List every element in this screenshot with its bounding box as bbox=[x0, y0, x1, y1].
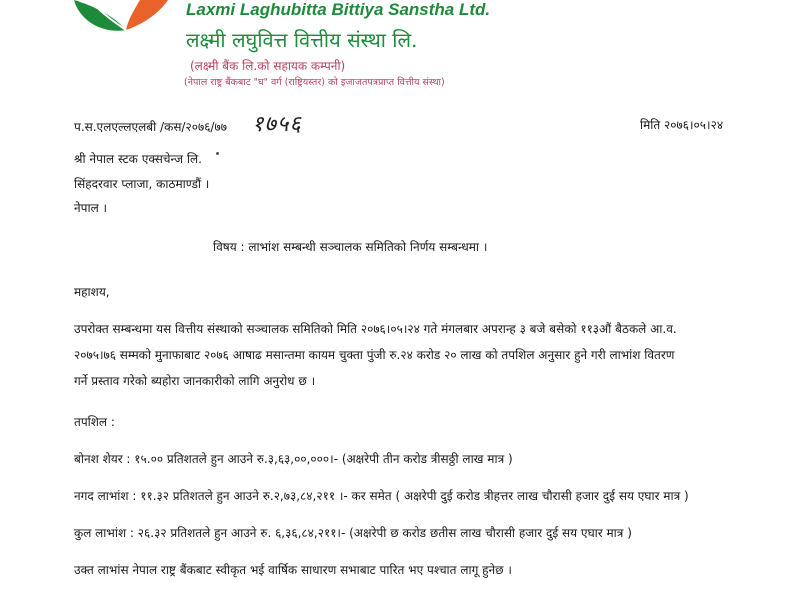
org-name-english: Laxmi Laghubitta Bittiya Sanstha Ltd. bbox=[186, 0, 491, 19]
stray-mark bbox=[216, 152, 219, 155]
recipient-line-3: नेपाल । bbox=[74, 201, 108, 215]
body-line: २०७५।७६ सम्मको मुनाफाबाट २०७६ आषाढ मसान्तमा कायम चुक्ता पुंजी रु.२४ करोड २० लाख को तपशिल अनुसार हुने गरी लाभांश वितरण bbox=[74, 348, 675, 362]
org-name-nepali: लक्ष्मी लघुवित्त वित्तीय संस्था लि. bbox=[186, 28, 418, 52]
reference-prefix: प.स.एलएल्लएलबी /कस/२०७६/७७ bbox=[74, 120, 227, 134]
details-heading: तपशिल : bbox=[74, 415, 115, 429]
recipient-line-1: श्री नेपाल स्टक एक्सचेन्ज लि. bbox=[74, 152, 202, 166]
reference-number: १७५६ bbox=[252, 112, 302, 137]
detail-cash-dividend: नगद लाभांश : ११.३२ प्रतिशतले हुन आउने रु.२,७३,८४,२११ ।- कर समेत ( अक्षरेपी दुई करोड त्रीहत्तर लाख चौरासी हजार दुई सय एघार मात्र ) bbox=[74, 489, 689, 503]
laxmi-leaf-logo-icon bbox=[70, 0, 180, 38]
license-note: (नेपाल राष्ट्र बैंकबाट "घ" वर्ग (राष्ट्रियस्तर) को इजाजतपत्रप्राप्त वित्तीय संस्था) bbox=[184, 77, 445, 88]
detail-bonus-share: बोनश शेयर : १५.०० प्रतिशतले हुन आउने रु.३,६३,००,०००।- (अक्षरेपी तीन करोड त्रीसठ्ठी लाख मात्र ) bbox=[74, 452, 513, 466]
recipient-line-2: सिंहदरवार प्लाजा, काठमाण्डौं । bbox=[74, 177, 210, 191]
body-line: उपरोक्त सम्बन्धमा यस वित्तीय संस्थाको सञ्चालक समितिको मिति २०७६।०५।२४ गते मंगलबार अपरान्ह ३ बजे बसेको ११३औं बैठकले आ.व. bbox=[74, 322, 677, 336]
salutation: महाशय, bbox=[74, 285, 110, 299]
closing-note: उक्त लाभांस नेपाल राष्ट्र बैंकबाट स्वीकृत भई वार्षिक साधारण सभाबाट पारित भए पश्चात लागू हुनेछ । bbox=[74, 563, 512, 577]
letter-date: मिति २०७६।०५।२४ bbox=[640, 118, 724, 132]
detail-total-dividend: कुल लाभांश : २६.३२ प्रतिशतले हुन आउने रु. ६,३६,८४,२११।- (अक्षरेपी छ करोड छतीस लाख चौरासी हजार दुई सय एघार मात्र ) bbox=[74, 526, 632, 540]
subject-line: विषय : लाभांश सम्बन्धी सञ्चालक समितिको निर्णय सम्बन्धमा । bbox=[213, 240, 488, 254]
body-paragraph bbox=[74, 316, 744, 394]
subsidiary-note: (लक्ष्मी बैंक लि.को सहायक कम्पनी) bbox=[190, 59, 346, 73]
body-line: गर्ने प्रस्ताव गरेको ब्यहोरा जानकारीको लागि अनुरोध छ । bbox=[74, 374, 316, 388]
